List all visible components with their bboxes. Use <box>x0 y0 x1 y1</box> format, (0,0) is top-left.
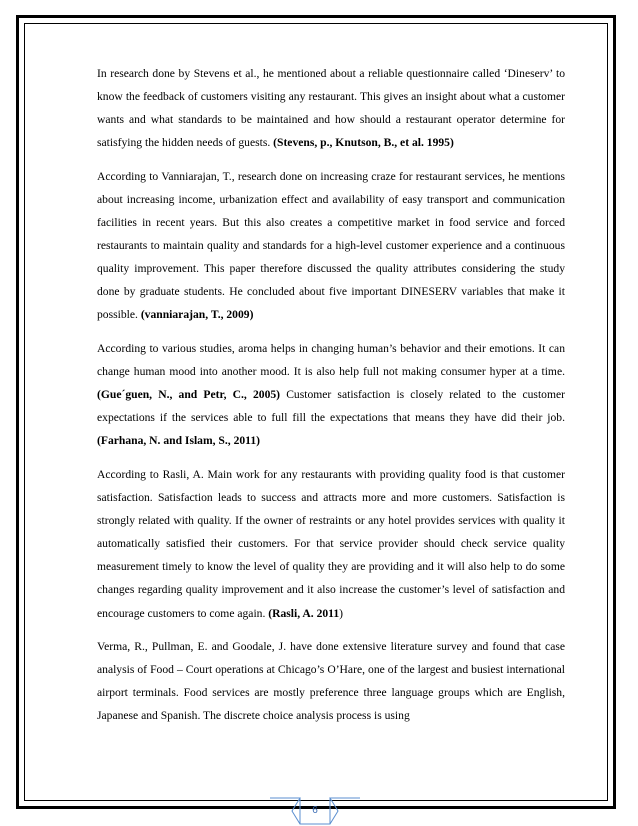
paragraph-rasli <box>97 463 565 625</box>
citation-close: ) <box>339 606 343 620</box>
paragraph-vanniarajan <box>97 165 565 327</box>
paragraph-text: In research done by Stevens et al., he mentioned about a reliable questionnaire called ‘Dineserv’ to know the feedback of customers visiting any restaurant. This gives an insight about what a customer wants and what standards to be maintained and how should a restaurant operator determine for satisfying the hidden needs of guests. <box>97 67 565 150</box>
paragraph-verma <box>97 635 565 727</box>
paragraph-text: According to various studies, aroma helps in changing human’s behavior and their emotions. It can change human mood into another mood. It is also help full not making consumer hyper at a time. <box>97 342 565 379</box>
paragraph-text: Verma, R., Pullman, E. and Goodale, J. have done extensive literature survey and found that case analysis of Food – Court operations at Chicago’s O’Hare, one of the largest and busiest international airport terminals. Food services are mostly preference three language groups which are English, Japanese and Spanish. The discrete choice analysis process is using <box>97 640 565 723</box>
citation: (Rasli, A. 2011 <box>268 606 340 620</box>
paragraph-text: According to Rasli, A. Main work for any restaurants with providing quality food is that customer satisfaction. Satisfaction leads to success and attracts more and more customers. Satisfaction is strongly related with quality. If the owner of restraints or any hotel provides services with quality it automatically satisfied their customers. For that service provider should check service quality measurement timely to know the level of quality they are providing and it will also help to do some changes regarding quality improvement and it also increase the customer’s level of satisfaction and encourage customers to come again. <box>97 468 565 620</box>
paragraph-stevens <box>97 62 565 154</box>
citation-second: (Farhana, N. and Islam, S., 2011) <box>97 434 260 448</box>
citation: (vanniarajan, T., 2009) <box>140 308 254 322</box>
page-number: 6 <box>312 805 318 816</box>
paragraph-text-continued: Customer satisfaction is closely related to the customer expectations if the services able to full fill the expectations that means they have did their job. <box>97 388 565 425</box>
citation: (Gue´guen, N., and Petr, C., 2005) <box>97 388 281 402</box>
page-number-tab <box>270 797 360 825</box>
citation: (Stevens, p., Knutson, B., et al. 1995) <box>273 136 454 150</box>
paragraph-aroma <box>97 337 565 452</box>
paragraph-text: According to Vanniarajan, T., research done on increasing craze for restaurant services, he mentions about increasing income, urbanization effect and availability of easy transport and communication facilities in recent years. But this also creates a competitive market in food service and forced restaurants to maintain quality and standards for a high-level customer experience and a continuous quality improvement. This paper therefore discussed the quality attributes considering the study done by graduate students. He concluded about five important DINESERV variables that make it possible. <box>97 169 565 322</box>
document-body <box>97 62 565 738</box>
